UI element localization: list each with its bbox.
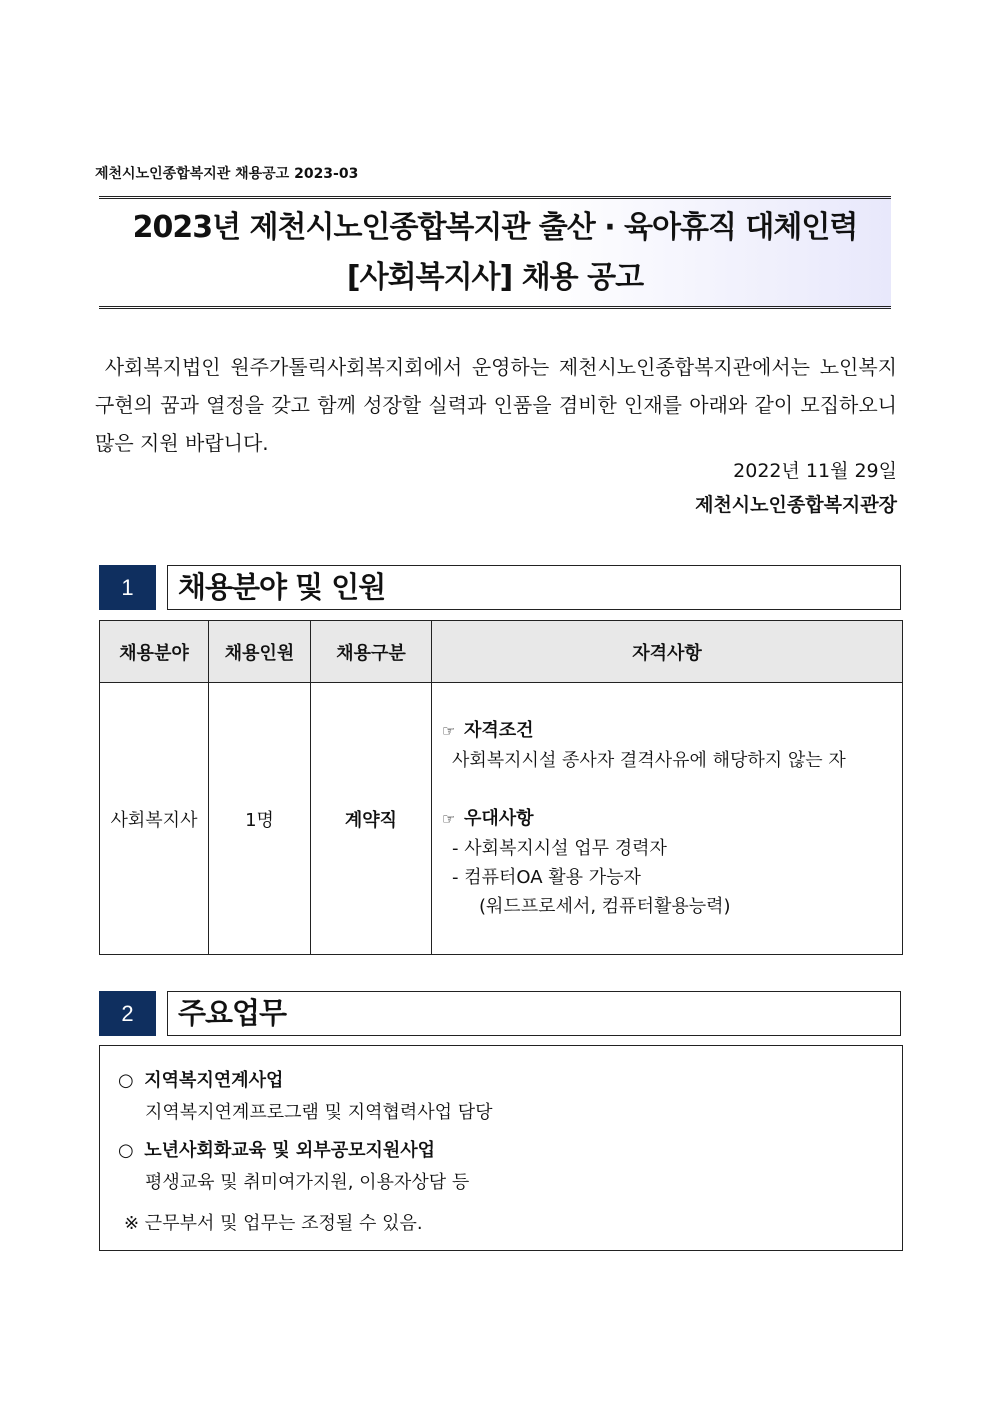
list-item: - 사회복지시설 업무 경력자 bbox=[452, 838, 667, 859]
duty-heading: 지역복지연계사업 bbox=[144, 1070, 284, 1091]
page-title-line-2: [사회복지사] 채용 공고 bbox=[346, 260, 644, 295]
preference-heading-label: 우대사항 bbox=[464, 808, 534, 829]
duty-note: ※ 근무부서 및 업무는 조정될 수 있음. bbox=[124, 1213, 423, 1234]
duty-item bbox=[118, 1136, 469, 1194]
intro-paragraph bbox=[95, 348, 897, 462]
cell-type: 계약직 bbox=[311, 683, 432, 955]
section-1-title: 채용분야 및 인원 bbox=[167, 565, 901, 610]
duty-description: 지역복지연계프로그램 및 지역협력사업 담당 bbox=[145, 1102, 493, 1123]
duties-box bbox=[99, 1045, 903, 1251]
col-header-qualifications: 자격사항 bbox=[432, 621, 903, 683]
circle-bullet-icon: ○ bbox=[118, 1070, 134, 1091]
circle-bullet-icon: ○ bbox=[118, 1140, 134, 1161]
preference-note: (워드프로세서, 컴퓨터활용능력) bbox=[479, 896, 731, 917]
list-item: - 컴퓨터OA 활용 가능자 bbox=[452, 867, 641, 888]
section-2-title: 주요업무 bbox=[167, 991, 901, 1036]
col-header-type: 채용구분 bbox=[311, 621, 432, 683]
cell-count: 1명 bbox=[209, 683, 311, 955]
qualification-heading-label: 자격조건 bbox=[464, 720, 534, 741]
section-2-number: 2 bbox=[99, 991, 156, 1036]
cell-qualifications bbox=[432, 683, 903, 955]
pointing-hand-icon: ☞ bbox=[442, 810, 456, 828]
col-header-count: 채용인원 bbox=[209, 621, 311, 683]
title-banner bbox=[99, 196, 891, 309]
table-row bbox=[100, 683, 903, 955]
section-1-header bbox=[99, 565, 901, 609]
cell-field: 사회복지사 bbox=[100, 683, 209, 955]
pointing-hand-icon: ☞ bbox=[442, 722, 456, 740]
preference-list bbox=[442, 834, 890, 892]
qualification-text: 사회복지시설 종사자 결격사유에 해당하지 않는 자 bbox=[452, 750, 846, 771]
duty-description: 평생교육 및 취미여가지원, 이용자상담 등 bbox=[145, 1172, 470, 1193]
page-title-line-1: 2023년 제천시노인종합복지관 출산 · 육아휴직 대체인력 bbox=[132, 210, 858, 245]
section-2-header bbox=[99, 991, 901, 1035]
duty-item bbox=[118, 1066, 493, 1124]
section-1-number: 1 bbox=[99, 565, 156, 610]
col-header-field: 채용분야 bbox=[100, 621, 209, 683]
intro-text: 사회복지법인 원주가톨릭사회복지회에서 운영하는 제천시노인종합복지관에서는 노인복지 구현의 꿈과 열정을 갖고 함께 성장할 실력과 인품을 겸비한 인재를 아래와 같이 모집하오니 많은 지원 바랍니다. bbox=[95, 355, 897, 455]
duty-heading: 노년사회화교육 및 외부공모지원사업 bbox=[144, 1140, 436, 1161]
announcement-date: 2022년 11월 29일 bbox=[733, 460, 897, 482]
recruitment-table bbox=[99, 620, 903, 955]
table-header-row bbox=[100, 621, 903, 683]
qualification-heading bbox=[442, 716, 890, 746]
preference-heading bbox=[442, 804, 890, 834]
document-id: 제천시노인종합복지관 채용공고 2023-03 bbox=[95, 166, 359, 182]
signer: 제천시노인종합복지관장 bbox=[695, 494, 897, 516]
